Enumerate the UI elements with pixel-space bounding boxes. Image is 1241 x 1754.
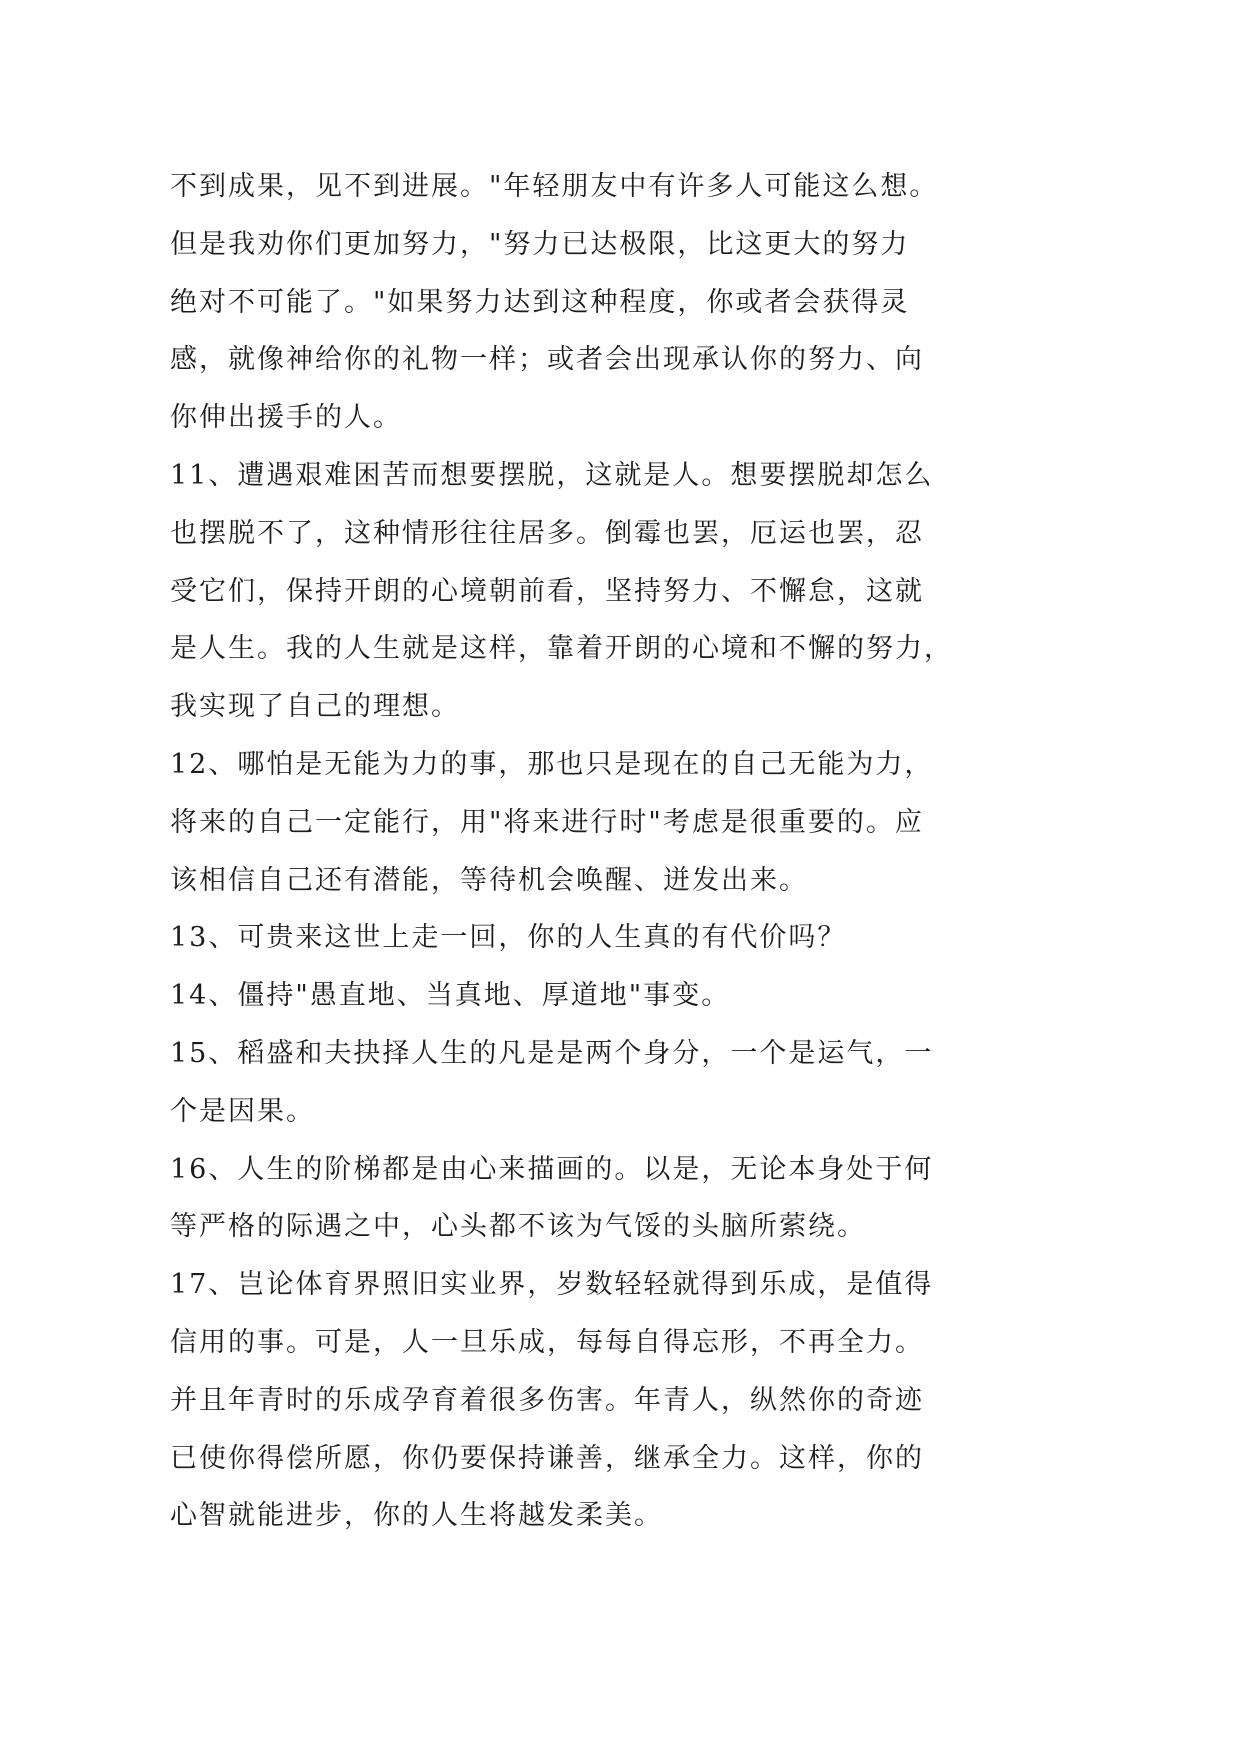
text-line: 心智就能进步，你的人生将越发柔美。 [170,1500,663,1532]
paragraph-17 [170,1256,990,1545]
paragraph-16 [170,1141,990,1257]
paragraph-13 [170,909,990,967]
text-line: 并且年青时的乐成孕育着很多伤害。年青人，纵然你的奇迹 [170,1384,924,1416]
text-line: 16、人生的阶梯都是由心来描画的。以是，无论本身处于何 [170,1153,934,1185]
text-line: 15、稻盛和夫抉择人生的凡是是两个身分，一个是运气，一 [170,1037,934,1069]
text-line: 14、僵持"愚直地、当真地、厚道地"事变。 [170,980,731,1012]
text-line: 信用的事。可是，人一旦乐成，每每自得忘形，不再全力。 [170,1326,924,1358]
text-line: 13、可贵来这世上走一回，你的人生真的有代价吗？ [170,922,847,954]
text-line: 绝对不可能了。"如果努力达到这种程度，你或者会获得灵 [170,286,910,318]
paragraph-15 [170,1025,990,1141]
paragraph-12 [170,736,990,909]
text-line: 也摆脱不了，这种情形往往居多。倒霉也罢，厄运也罢，忍 [170,517,924,549]
text-line: 该相信自己还有潜能，等待机会唤醒、迸发出来。 [170,864,808,896]
document-body [170,158,990,1545]
text-line: 是人生。我的人生就是这样，靠着开朗的心境和不懈的努力， [170,633,953,665]
text-line: 12、哪怕是无能为力的事，那也只是现在的自己无能为力， [170,748,934,780]
text-line: 11、遭遇艰难困苦而想要摆脱，这就是人。想要摆脱却怎么 [170,459,934,491]
text-line: 我实现了自己的理想。 [170,691,460,723]
text-line: 感，就像神给你的礼物一样；或者会出现承认你的努力、向 [170,344,924,376]
text-line: 等严格的际遇之中，心头都不该为气馁的头脑所萦绕。 [170,1211,866,1243]
text-line: 个是因果。 [170,1095,315,1127]
paragraph-continuation [170,158,990,447]
paragraph-11 [170,447,990,736]
text-line: 不到成果，见不到进展。"年轻朋友中有许多人可能这么想。 [170,171,939,202]
text-line: 但是我劝你们更加努力，"努力已达极限，比这更大的努力 [170,228,910,260]
text-line: 受它们，保持开朗的心境朝前看，坚持努力、不懈怠，这就 [170,575,924,607]
paragraph-14 [170,967,990,1025]
text-line: 17、岂论体育界照旧实业界，岁数轻轻就得到乐成，是值得 [170,1269,934,1301]
text-line: 已使你得偿所愿，你仍要保持谦善，继承全力。这样，你的 [170,1442,924,1474]
text-line: 将来的自己一定能行，用"将来进行时"考虑是很重要的。应 [170,806,924,838]
text-line: 你伸出援手的人。 [170,402,402,434]
